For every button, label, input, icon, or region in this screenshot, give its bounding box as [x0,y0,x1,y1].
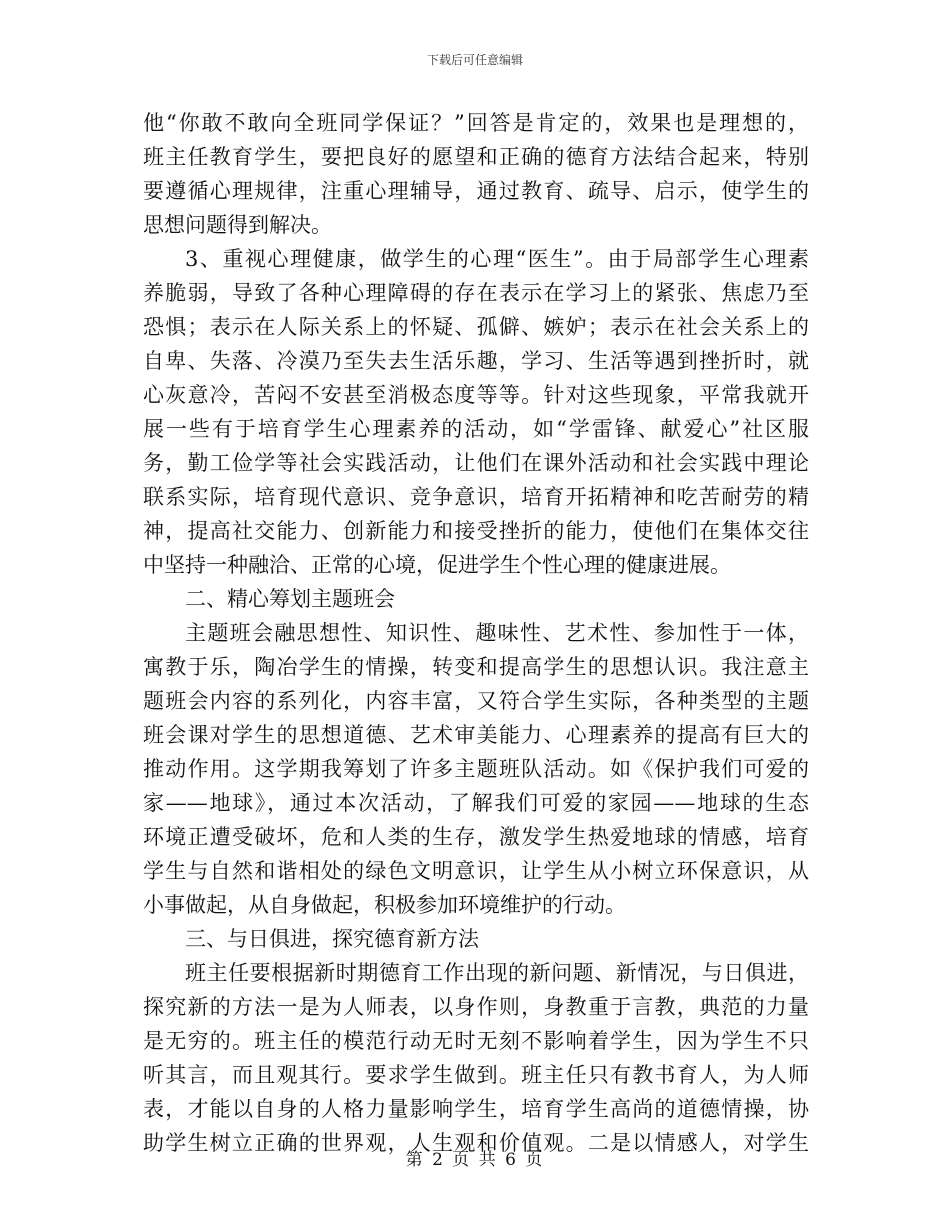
text-line: 班主任要根据新时期德育工作出现的新问题、新情况，与日俱进， [185,961,809,985]
text-line: 助学生树立正确的世界观，人生观和价值观。二是以情感人，对学生 [143,1131,809,1155]
text-line: 联系实际，培育现代意识、竞争意识，培育开拓精神和吃苦耐劳的精 [143,485,809,509]
text-line: 是无穷的。班主任的模范行动无时无刻不影响着学生，因为学生不只 [143,1029,809,1053]
text-line: 主题班会融思想性、知识性、趣味性、艺术性、参加性于一体， [185,621,809,645]
text-line: 学生与自然和谐相处的绿色文明意识，让学生从小树立环保意识，从 [143,859,809,883]
document-body [143,106,809,1160]
text-line: 他“你敢不敢向全班同学保证？”回答是肯定的，效果也是理想的， [143,111,809,135]
text-line: 听其言，而且观其行。要求学生做到。班主任只有教书育人，为人师 [143,1063,809,1087]
text-line: 神，提高社交能力、创新能力和接受挫折的能力，使他们在集体交往 [143,519,809,543]
text-line: 恐惧；表示在人际关系上的怀疑、孤僻、嫉妒；表示在社会关系上的 [143,315,809,339]
text-line: 探究新的方法一是为人师表，以身作则，身教重于言教，典范的力量 [143,995,809,1019]
text-line: 环境正遭受破坏，危和人类的生存，激发学生热爱地球的情感，培育 [143,825,809,849]
text-line: 题班会内容的系列化，内容丰富，又符合学生实际，各种类型的主题 [143,689,809,713]
text-line: 要遵循心理规律，注重心理辅导，通过教育、疏导、启示，使学生的 [143,179,809,203]
text-line: 思想问题得到解决。 [143,213,332,237]
section-heading: 三、与日俱进，探究德育新方法 [185,927,479,951]
text-line: 表，才能以自身的人格力量影响学生，培育学生高尚的道德情操，协 [143,1097,809,1121]
text-line: 养脆弱，导致了各种心理障碍的存在表示在学习上的紧张、焦虑乃至 [143,281,809,305]
text-line: 推动作用。这学期我筹划了许多主题班队活动。如《保护我们可爱的 [143,757,809,781]
text-line: 3、重视心理健康，做学生的心理“医生”。由于局部学生心理素 [185,247,809,271]
text-line: 务，勤工俭学等社会实践活动，让他们在课外活动和社会实践中理论 [143,451,809,475]
text-line: 自卑、失落、冷漠乃至失去生活乐趣，学习、生活等遇到挫折时，就 [143,349,809,373]
text-line: 展一些有于培育学生心理素养的活动，如“学雷锋、献爱心”社区服 [143,417,809,441]
text-line: 家——地球》，通过本次活动，了解我们可爱的家园——地球的生态 [143,791,809,815]
text-line: 小事做起，从自身做起，积极参加环境维护的行动。 [143,893,626,917]
text-line: 心灰意冷，苦闷不安甚至消极态度等等。针对这些现象，平常我就开 [143,383,809,407]
text-line: 班主任教育学生，要把良好的愿望和正确的德育方法结合起来，特别 [143,145,809,169]
page-header: 下载后可任意编辑 [426,53,523,67]
section-heading: 二、精心筹划主题班会 [185,587,395,611]
text-line: 寓教于乐，陶冶学生的情操，转变和提高学生的思想认识。我注意主 [143,655,809,679]
text-line: 班会课对学生的思想道德、艺术审美能力、心理素养的提高有巨大的 [143,723,809,747]
page-number: 第 2 页 共 6 页 [405,1150,545,1170]
text-line: 中坚持一种融洽、正常的心境，促进学生个性心理的健康进展。 [143,553,731,577]
